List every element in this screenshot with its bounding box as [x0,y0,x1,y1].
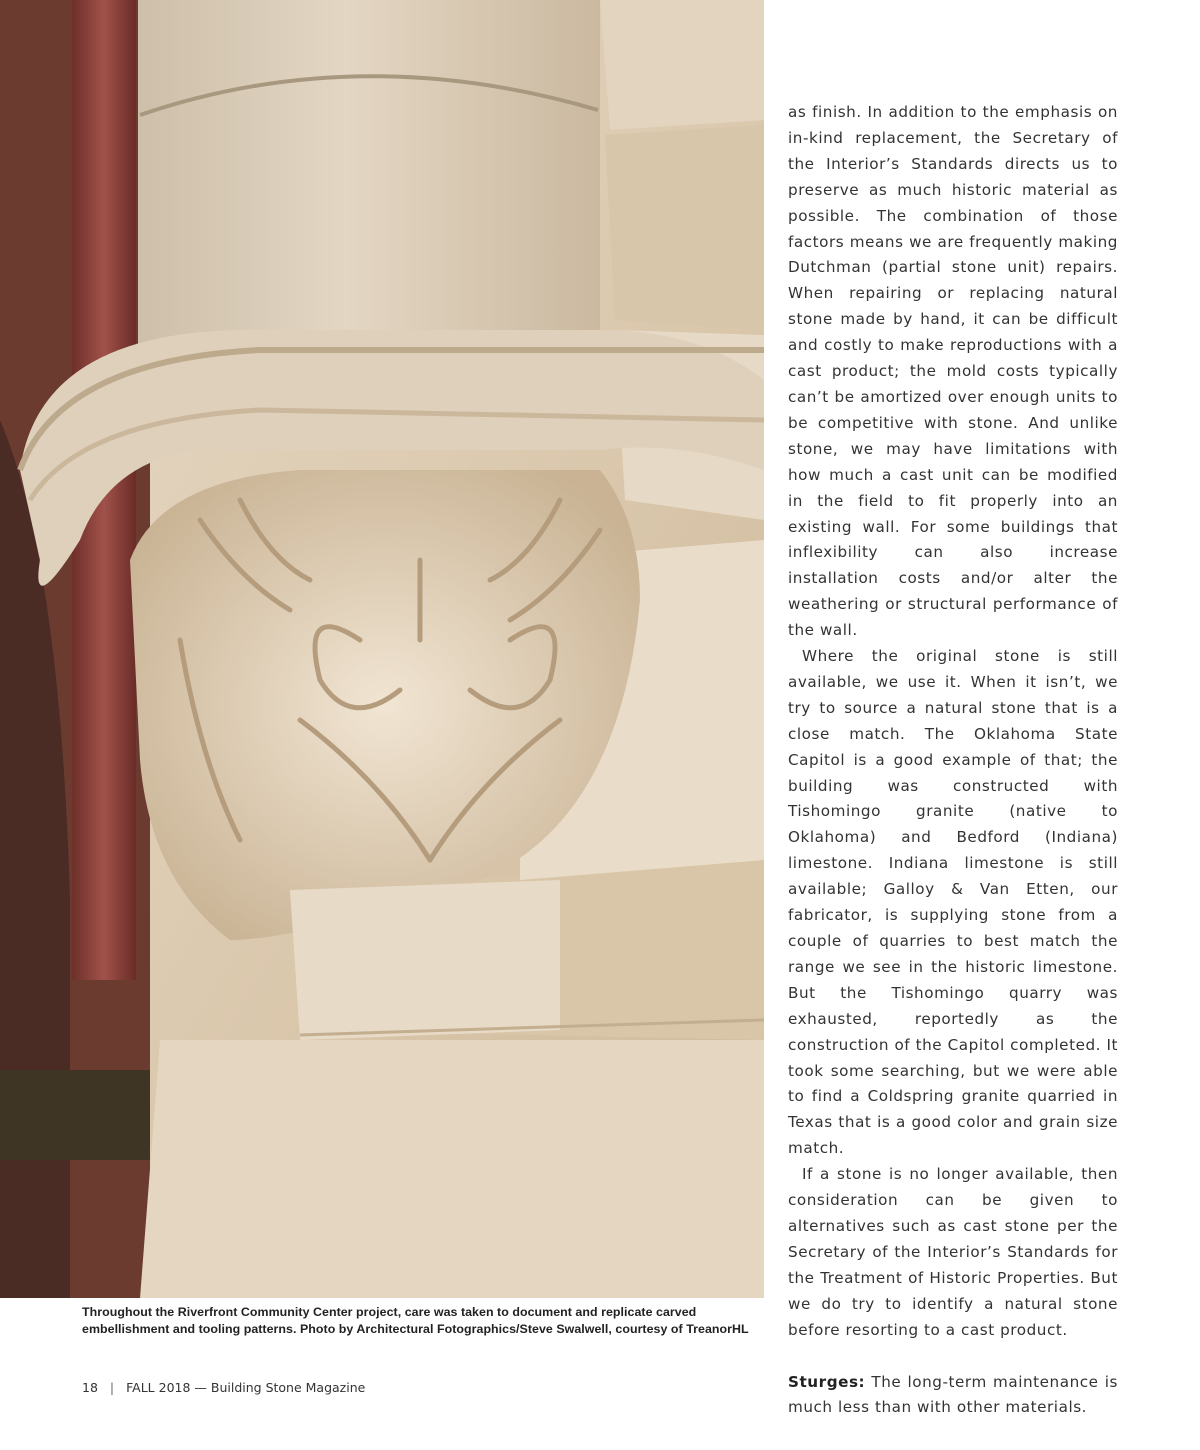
speaker-answer: The long-term maintenance is much less than with other materials. [788,1372,1118,1417]
publication-name: — Building Stone Magazine [194,1380,366,1395]
article-paragraph-1: as finish. In addition to the emphasis on in-kind replacement, the Secretary of the Interior’s Standards directs us to preserve as much historic material as possible. The combination of those factors means we are frequently making Dutchman (partial stone unit) repairs. When repairing or replacing natural stone made by hand, it can be difficult and costly to make reproductions with a cast product; the mold costs typically can’t be amortized over enough units to be competitive with stone. And unlike stone, we may have limitations with how much a cast unit can be modified in the field to fit properly into an existing wall. For some buildings that inflexibility can also increase installation costs and/or alter the weathering or structural performance of the wall. [788,103,1118,640]
page-number: 18 [82,1380,98,1395]
article-paragraph-3: If a stone is no longer available, then consideration can be given to alternatives such as cast stone per the Secretary of the Interior’s Standards for the Treatment of Historic Properties. But we do try to identify a natural stone before resorting to a cast product. [788,1165,1118,1339]
article-paragraph-2: Where the original stone is still available, we use it. When it isn’t, we try to source a natural stone that is a close match. The Oklahoma State Capitol is a good example of that; the building was constructed with Tishomingo granite (native to Oklahoma) and Bedford (Indiana) limestone. Indiana limestone is still available; Galloy & Van Etten, our fabricator, is supplying stone from a couple of quarries to best match the range we see in the historic limestone. But the Tishomingo quarry was exhausted, reportedly as the construction of the Capitol completed. It took some searching, but we were able to find a Coldspring granite quarried in Texas that is a good color and grain size match. [788,647,1118,1158]
article-paragraph-4 [788,1370,1118,1422]
paragraph-spacer [788,1344,1118,1370]
issue-label: FALL 2018 [126,1380,191,1395]
article-column [788,100,1118,1421]
page-footer [82,1380,365,1395]
photo-caption: Throughout the Riverfront Community Center project, care was taken to document and replicate carved embellishment and tooling patterns. Photo by Architectural Fotographics/Steve Swalwell, courtesy of TreanorHL [82,1305,749,1336]
footer-separator: | [109,1380,115,1395]
speaker-name: Sturges: [788,1372,866,1391]
